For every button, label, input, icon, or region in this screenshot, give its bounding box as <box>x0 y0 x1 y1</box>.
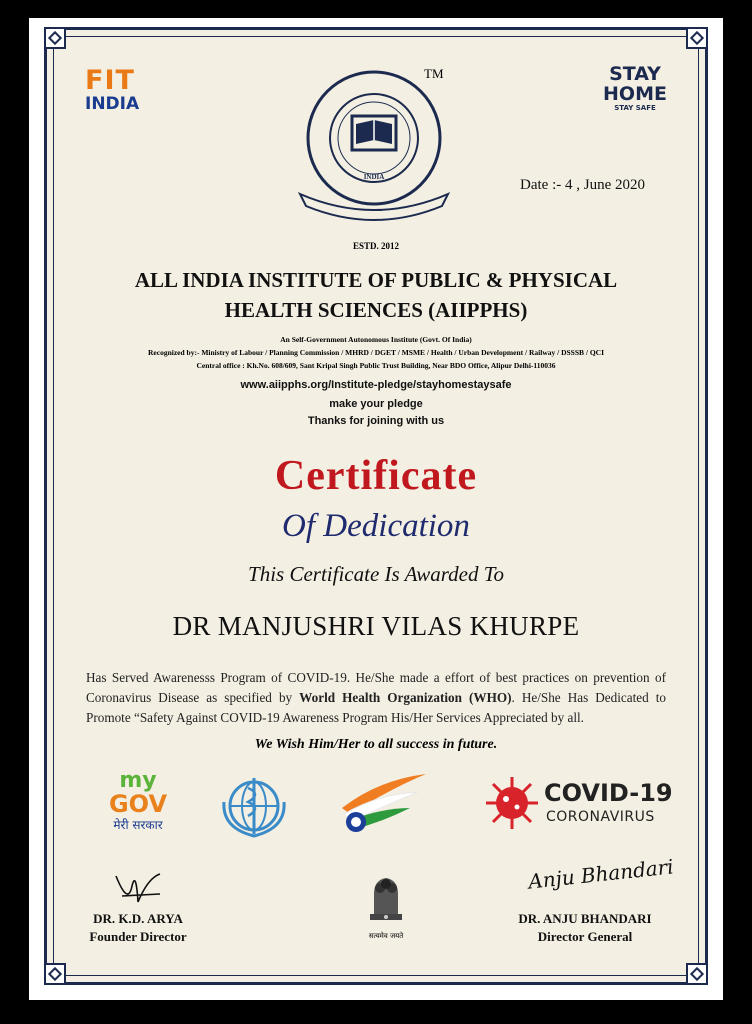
institute-seal-icon <box>292 66 462 236</box>
left-signatory-title: Founder Director <box>89 929 187 944</box>
stay-home-sub: STAY SAFE <box>614 104 656 112</box>
fit-india-logo <box>85 67 139 113</box>
stay-home-top: STAY <box>609 63 661 85</box>
mygov-gov: GOV <box>108 790 168 818</box>
certificate-date: Date :- 4 , June 2020 <box>520 177 645 193</box>
established-year: ESTD. 2012 <box>352 241 399 251</box>
fit-india-top: FIT <box>85 65 135 96</box>
institute-name <box>0 265 752 325</box>
body-text-part1: Has Served Awarenesss Program of COVID-19. He/She made a effort of best practices on prevention of Coronavirus Disease as specified by <box>86 670 666 705</box>
left-signatory <box>70 910 206 946</box>
fit-india-bottom: INDIA <box>85 94 140 114</box>
institute-name-line2: HEALTH SCIENCES (AIIPPHS) <box>224 298 528 322</box>
india-flag-logo-icon <box>338 770 430 836</box>
recognition-line: Recognized by:- Ministry of Labour / Planning Commission / MHRD / DGET / MSME / Health / Urban Development / Railway / DSSSB / QCI <box>148 348 604 357</box>
thanks-text: Thanks for joining with us <box>307 415 445 427</box>
covid-title: COVID-19 <box>544 779 673 807</box>
stay-home-bottom: HOME <box>603 83 667 105</box>
seal-country-text: INDIA <box>363 173 385 181</box>
who-logo-icon <box>218 772 290 840</box>
office-address: Central office : Kh.No. 608/609, Sant Kripal Singh Public Trust Building, Near BDO Office, Alipur Delhi-110036 <box>196 361 556 370</box>
right-signatory-name: DR. ANJU BHANDARI <box>518 911 652 926</box>
national-emblem-icon <box>364 872 408 930</box>
institute-subtitle: An Self-Government Autonomous Institute (Govt. Of India) <box>280 335 472 344</box>
right-signature: Anju Bhandari <box>527 854 675 894</box>
certificate-body <box>86 668 666 728</box>
pledge-text: make your pledge <box>329 398 423 410</box>
wish-text: We Wish Him/Her to all success in future. <box>254 737 498 752</box>
virus-icon <box>484 773 540 833</box>
emblem-caption: सत्यमेव जयते <box>368 932 404 940</box>
right-signatory <box>500 910 670 946</box>
body-text-part2: . He/She Has Dedicated to Promote “Safety Against COVID-19 Awareness Program His/Her Services Appreciated by all. <box>86 690 666 725</box>
body-text-who: World Health Organization (WHO) <box>299 690 512 705</box>
right-signatory-title: Director General <box>537 929 633 944</box>
certificate-subtitle: Of Dedication <box>282 508 470 544</box>
covid-logo <box>484 773 674 833</box>
trademark-symbol: TM <box>424 66 444 81</box>
recipient-name: DR MANJUSHRI VILAS KHURPE <box>172 611 580 641</box>
mygov-hindi: मेरी सरकार <box>113 818 163 832</box>
certificate-title: Certificate <box>274 453 478 499</box>
corner-ornament-top-right <box>686 27 708 49</box>
stay-home-logo <box>595 64 675 112</box>
covid-subtitle: CORONAVIRUS <box>546 809 655 825</box>
corner-ornament-bottom-right <box>686 963 708 985</box>
left-signature-icon <box>108 866 168 912</box>
mygov-logo <box>98 770 178 833</box>
left-signatory-name: DR. K.D. ARYA <box>93 911 183 926</box>
corner-ornament-top-left <box>44 27 66 49</box>
mygov-my: my <box>119 768 157 793</box>
awarded-to-text: This Certificate Is Awarded To <box>248 562 504 586</box>
pledge-url: www.aiipphs.org/Institute-pledge/stayhomestaysafe <box>240 379 512 391</box>
corner-ornament-bottom-left <box>44 963 66 985</box>
institute-name-line1: ALL INDIA INSTITUTE OF PUBLIC & PHYSICAL <box>134 268 618 292</box>
